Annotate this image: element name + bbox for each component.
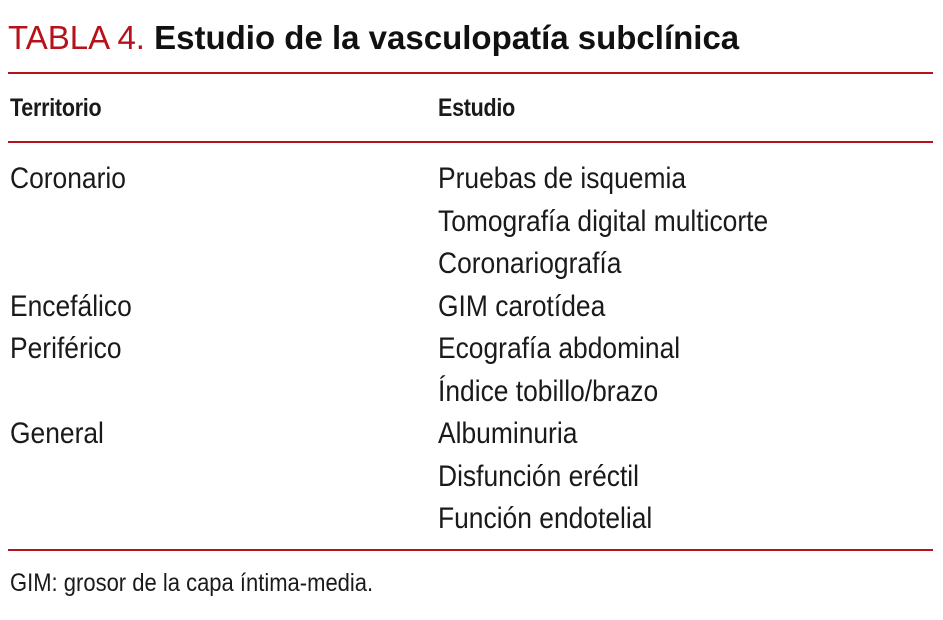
studies-cell bbox=[438, 286, 943, 329]
table-footnote: GIM: grosor de la capa íntima-media. bbox=[10, 569, 374, 597]
header-rule bbox=[8, 141, 933, 143]
study-item: Coronariografía bbox=[438, 247, 622, 280]
table-row bbox=[0, 158, 943, 286]
territory-cell: General bbox=[10, 417, 104, 450]
study-item: Ecografía abdominal bbox=[438, 332, 681, 365]
studies-cell bbox=[438, 158, 943, 286]
header-estudio: Estudio bbox=[438, 94, 516, 122]
table-number: TABLA 4. bbox=[8, 19, 145, 56]
territory-cell: Periférico bbox=[10, 332, 122, 365]
table-row bbox=[0, 413, 943, 541]
study-item: Disfunción eréctil bbox=[438, 459, 640, 493]
study-item: Índice tobillo/brazo bbox=[438, 374, 659, 408]
territory-cell: Encefálico bbox=[10, 289, 132, 323]
header-territorio: Territorio bbox=[10, 94, 102, 122]
study-item: Albuminuria bbox=[438, 417, 578, 450]
study-item: Función endotelial bbox=[438, 502, 653, 535]
table-row bbox=[0, 328, 943, 413]
top-rule bbox=[8, 72, 933, 74]
study-item: GIM carotídea bbox=[438, 289, 606, 323]
table-body bbox=[0, 158, 943, 541]
table-caption: Estudio de la vasculopatía subclínica bbox=[154, 19, 740, 56]
bottom-rule bbox=[8, 549, 933, 551]
study-item: Pruebas de isquemia bbox=[438, 162, 687, 195]
table-row bbox=[0, 286, 943, 329]
table-title bbox=[8, 16, 739, 60]
study-item: Tomografía digital multicorte bbox=[438, 204, 769, 238]
territory-cell: Coronario bbox=[10, 162, 126, 195]
studies-cell bbox=[438, 413, 943, 541]
studies-cell bbox=[438, 328, 943, 413]
